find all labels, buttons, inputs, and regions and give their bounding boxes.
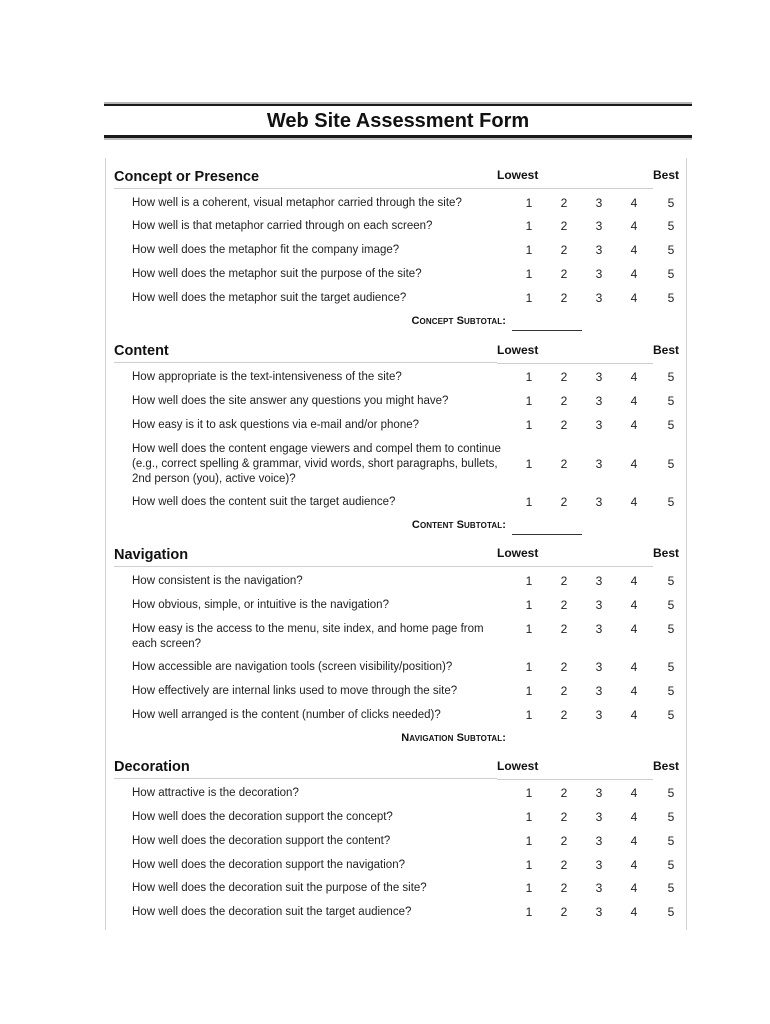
rating-option-5[interactable]: 5: [667, 394, 675, 408]
question-text: How well does the metaphor suit the target audience?: [132, 292, 407, 304]
rating-option-5[interactable]: 5: [667, 684, 675, 698]
question-text: How obvious, simple, or intuitive is the navigation?: [132, 599, 389, 611]
subtotal-label: Concept Subtotal:: [411, 315, 506, 327]
rating-option-2[interactable]: 2: [560, 291, 568, 305]
rating-option-1[interactable]: 1: [525, 810, 533, 824]
rating-option-4[interactable]: 4: [630, 660, 638, 674]
rating-option-3[interactable]: 3: [595, 219, 603, 233]
section-rule: [114, 778, 497, 779]
rating-option-2[interactable]: 2: [560, 708, 568, 722]
subtotal-label: Navigation Subtotal:: [401, 732, 506, 744]
rating-option-1[interactable]: 1: [525, 370, 533, 384]
scale-best-label: Best: [653, 343, 680, 357]
rating-option-4[interactable]: 4: [630, 858, 638, 872]
rating-option-3[interactable]: 3: [595, 370, 603, 384]
rating-option-5[interactable]: 5: [667, 905, 675, 919]
question-text: How well is a coherent, visual metaphor carried through the site?: [132, 197, 462, 209]
rating-option-1[interactable]: 1: [525, 622, 533, 636]
rating-option-5[interactable]: 5: [667, 418, 675, 432]
rating-option-1[interactable]: 1: [525, 834, 533, 848]
question-text: How well does the decoration suit the target audience?: [132, 906, 412, 918]
question-text: How attractive is the decoration?: [132, 787, 299, 799]
question-text: How appropriate is the text-intensiveness of the site?: [132, 371, 402, 383]
rating-option-3[interactable]: 3: [595, 881, 603, 895]
subtotal-blank[interactable]: [512, 330, 582, 331]
rating-option-3[interactable]: 3: [595, 905, 603, 919]
rating-option-1[interactable]: 1: [525, 708, 533, 722]
rating-option-4[interactable]: 4: [630, 574, 638, 588]
rating-option-2[interactable]: 2: [560, 219, 568, 233]
rating-option-4[interactable]: 4: [630, 786, 638, 800]
rating-option-5[interactable]: 5: [667, 881, 675, 895]
section-rule: [114, 566, 497, 567]
scale-best-label: Best: [653, 546, 680, 560]
question-text: How well does the metaphor fit the company image?: [132, 244, 400, 256]
rating-option-3[interactable]: 3: [595, 708, 603, 722]
rating-option-1[interactable]: 1: [525, 786, 533, 800]
rating-option-4[interactable]: 4: [630, 495, 638, 509]
rating-option-1[interactable]: 1: [525, 574, 533, 588]
rating-option-2[interactable]: 2: [560, 267, 568, 281]
rating-option-5[interactable]: 5: [667, 660, 675, 674]
rating-option-3[interactable]: 3: [595, 196, 603, 210]
question-text: How well does the decoration suit the purpose of the site?: [132, 882, 427, 894]
rating-option-5[interactable]: 5: [667, 622, 675, 636]
rating-option-4[interactable]: 4: [630, 708, 638, 722]
rating-option-5[interactable]: 5: [667, 267, 675, 281]
rating-option-4[interactable]: 4: [630, 598, 638, 612]
rating-option-4[interactable]: 4: [630, 881, 638, 895]
rating-option-4[interactable]: 4: [630, 684, 638, 698]
section-title: Concept or Presence: [114, 169, 260, 185]
question-text: How well arranged is the content (number of clicks needed)?: [132, 709, 441, 721]
rating-option-3[interactable]: 3: [595, 243, 603, 257]
question-text: How easy is the access to the menu, site index, and home page from each screen?: [132, 623, 484, 650]
rating-option-5[interactable]: 5: [667, 574, 675, 588]
rating-option-2[interactable]: 2: [560, 834, 568, 848]
rating-option-4[interactable]: 4: [630, 196, 638, 210]
rating-option-2[interactable]: 2: [560, 574, 568, 588]
rating-option-3[interactable]: 3: [595, 622, 603, 636]
rating-option-5[interactable]: 5: [667, 708, 675, 722]
rating-option-5[interactable]: 5: [667, 810, 675, 824]
rating-option-1[interactable]: 1: [525, 495, 533, 509]
rating-option-2[interactable]: 2: [560, 810, 568, 824]
question-text: How well does the decoration support the concept?: [132, 811, 393, 823]
rating-option-4[interactable]: 4: [630, 243, 638, 257]
question-text: How well does the metaphor suit the purpose of the site?: [132, 268, 422, 280]
rating-option-2[interactable]: 2: [560, 495, 568, 509]
rating-option-1[interactable]: 1: [525, 394, 533, 408]
page-title: Web Site Assessment Form: [266, 110, 530, 132]
section-title: Navigation: [114, 547, 189, 563]
rating-option-5[interactable]: 5: [667, 495, 675, 509]
rating-option-2[interactable]: 2: [560, 196, 568, 210]
section-title: Content: [114, 343, 169, 359]
rating-option-2[interactable]: 2: [560, 905, 568, 919]
rating-option-4[interactable]: 4: [630, 291, 638, 305]
scale-rule: [497, 188, 653, 189]
rating-option-4[interactable]: 4: [630, 622, 638, 636]
rating-option-5[interactable]: 5: [667, 858, 675, 872]
rating-option-4[interactable]: 4: [630, 370, 638, 384]
section-rule: [114, 188, 497, 189]
question-text: How well does the decoration support the content?: [132, 835, 391, 847]
rating-option-5[interactable]: 5: [667, 243, 675, 257]
rating-option-3[interactable]: 3: [595, 495, 603, 509]
title-rule-bottom-light: [104, 138, 692, 140]
rating-option-1[interactable]: 1: [525, 196, 533, 210]
rating-option-4[interactable]: 4: [630, 905, 638, 919]
scale-lowest-label: Lowest: [497, 168, 539, 182]
rating-option-3[interactable]: 3: [595, 660, 603, 674]
question-text: How effectively are internal links used to move through the site?: [132, 685, 458, 697]
scale-lowest-label: Lowest: [497, 546, 539, 560]
rating-option-2[interactable]: 2: [560, 684, 568, 698]
rating-option-4[interactable]: 4: [630, 834, 638, 848]
question-text: How accessible are navigation tools (screen visibility/position)?: [132, 661, 453, 673]
rating-option-3[interactable]: 3: [595, 418, 603, 432]
rating-option-3[interactable]: 3: [595, 598, 603, 612]
subtotal-blank[interactable]: [512, 534, 582, 535]
rating-option-3[interactable]: 3: [595, 457, 603, 471]
rating-option-4[interactable]: 4: [630, 267, 638, 281]
question-text: How well does the decoration support the navigation?: [132, 859, 405, 871]
rating-option-3[interactable]: 3: [595, 574, 603, 588]
question-text: How well does the content engage viewers and compel them to continue (e.g., correct spelling & grammar, vivid words, short paragraphs, bullets, 2nd person (you), active voice)?: [132, 443, 501, 485]
title-band: [104, 94, 692, 154]
rating-option-2[interactable]: 2: [560, 786, 568, 800]
subtotal-label: Content Subtotal:: [411, 519, 506, 531]
rating-option-1[interactable]: 1: [525, 905, 533, 919]
rating-option-1[interactable]: 1: [525, 684, 533, 698]
rating-option-1[interactable]: 1: [525, 881, 533, 895]
rating-option-1[interactable]: 1: [525, 219, 533, 233]
rating-option-5[interactable]: 5: [667, 834, 675, 848]
rating-option-3[interactable]: 3: [595, 291, 603, 305]
question-text: How easy is it to ask questions via e-mail and/or phone?: [132, 419, 420, 431]
rating-option-5[interactable]: 5: [667, 291, 675, 305]
section-rule: [114, 362, 497, 363]
rating-option-3[interactable]: 3: [595, 810, 603, 824]
rating-option-4[interactable]: 4: [630, 810, 638, 824]
rating-option-2[interactable]: 2: [560, 598, 568, 612]
rating-option-1[interactable]: 1: [525, 267, 533, 281]
rating-option-2[interactable]: 2: [560, 622, 568, 636]
rating-option-5[interactable]: 5: [667, 786, 675, 800]
rating-option-3[interactable]: 3: [595, 858, 603, 872]
rating-option-5[interactable]: 5: [667, 196, 675, 210]
rating-option-1[interactable]: 1: [525, 457, 533, 471]
scale-lowest-label: Lowest: [497, 759, 539, 773]
rating-option-2[interactable]: 2: [560, 858, 568, 872]
scale-rule: [497, 779, 653, 780]
scale-rule: [497, 363, 653, 364]
question-text: How well does the site answer any questions you might have?: [132, 395, 449, 407]
rating-option-1[interactable]: 1: [525, 660, 533, 674]
rating-option-2[interactable]: 2: [560, 243, 568, 257]
scale-rule: [497, 566, 653, 567]
rating-option-2[interactable]: 2: [560, 418, 568, 432]
title-rule-top-dark: [104, 104, 692, 106]
section-title: Decoration: [114, 759, 190, 775]
question-text: How consistent is the navigation?: [132, 575, 303, 587]
rating-option-2[interactable]: 2: [560, 394, 568, 408]
rating-option-2[interactable]: 2: [560, 457, 568, 471]
rating-option-4[interactable]: 4: [630, 219, 638, 233]
rating-option-4[interactable]: 4: [630, 418, 638, 432]
rating-option-2[interactable]: 2: [560, 660, 568, 674]
question-text: How well does the content suit the target audience?: [132, 496, 396, 508]
rating-option-3[interactable]: 3: [595, 267, 603, 281]
rating-option-3[interactable]: 3: [595, 834, 603, 848]
question-text: How well is that metaphor carried through on each screen?: [132, 220, 433, 232]
rating-option-3[interactable]: 3: [595, 684, 603, 698]
rating-option-3[interactable]: 3: [595, 394, 603, 408]
rating-option-5[interactable]: 5: [667, 219, 675, 233]
rating-option-4[interactable]: 4: [630, 457, 638, 471]
scale-best-label: Best: [653, 168, 680, 182]
rating-option-1[interactable]: 1: [525, 598, 533, 612]
rating-option-2[interactable]: 2: [560, 370, 568, 384]
rating-option-2[interactable]: 2: [560, 881, 568, 895]
rating-option-1[interactable]: 1: [525, 418, 533, 432]
rating-option-1[interactable]: 1: [525, 291, 533, 305]
rating-option-3[interactable]: 3: [595, 786, 603, 800]
scale-lowest-label: Lowest: [497, 343, 539, 357]
page-border-right: [686, 158, 687, 930]
scale-best-label: Best: [653, 759, 680, 773]
rating-option-1[interactable]: 1: [525, 858, 533, 872]
rating-option-5[interactable]: 5: [667, 598, 675, 612]
rating-option-5[interactable]: 5: [667, 370, 675, 384]
rating-option-4[interactable]: 4: [630, 394, 638, 408]
rating-option-5[interactable]: 5: [667, 457, 675, 471]
rating-option-1[interactable]: 1: [525, 243, 533, 257]
page-border-left: [105, 158, 106, 930]
